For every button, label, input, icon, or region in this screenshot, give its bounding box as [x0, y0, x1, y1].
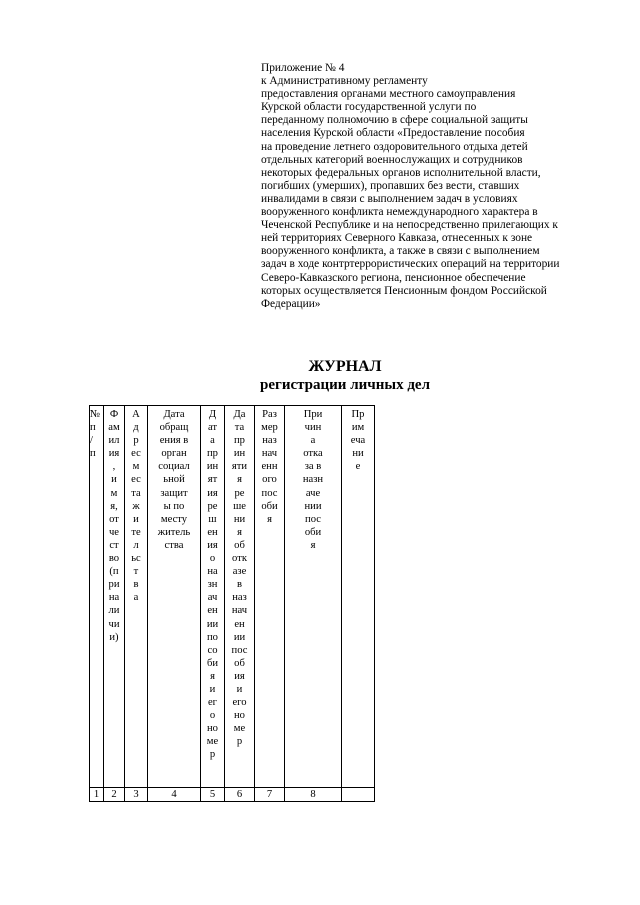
- header-text-fragment: ам: [108, 422, 120, 434]
- header-text-fragment: е: [355, 461, 361, 473]
- header-text-fragment: и: [209, 683, 216, 695]
- header-text-fragment: ш: [208, 513, 217, 525]
- header-text-fragment: ен: [207, 526, 218, 538]
- header-text-fragment: нии: [304, 500, 322, 512]
- header-text-fragment: д: [133, 422, 139, 434]
- header-text-fragment: отка: [303, 448, 323, 460]
- header-text-fragment: а: [210, 435, 215, 447]
- column-number: 2: [104, 788, 125, 802]
- appendix-header: [261, 62, 591, 311]
- appendix-line: Курской области государственной услуги по: [261, 101, 477, 114]
- header-cell-note: [342, 406, 375, 788]
- appendix-line: задач в ходе контртеррористических операций на территории: [261, 258, 560, 271]
- header-text-fragment: Да: [233, 409, 246, 420]
- header-text-fragment: А: [132, 409, 140, 420]
- column-number: 8: [285, 788, 342, 802]
- header-text-fragment: ст: [109, 539, 119, 551]
- header-text-fragment: Д: [208, 409, 217, 420]
- header-text-fragment: оби: [261, 500, 278, 512]
- header-text-fragment: а: [310, 435, 316, 447]
- header-text-fragment: обращ: [159, 422, 189, 434]
- header-text-fragment: от: [109, 513, 119, 525]
- header-text-fragment: би: [206, 657, 219, 669]
- header-text-fragment: енн: [261, 461, 278, 473]
- header-text-fragment: ес: [131, 448, 141, 460]
- table-number-row: [90, 788, 375, 802]
- header-text-fragment: л: [133, 539, 139, 551]
- header-text-fragment: месту: [160, 513, 188, 525]
- header-cell-number: [90, 406, 104, 788]
- header-text-fragment: о: [209, 710, 216, 722]
- appendix-line: ней территориях Северного Кавказа, отнесенных к зоне: [261, 232, 533, 245]
- header-text-fragment: аче: [305, 487, 321, 499]
- column-number: 6: [225, 788, 255, 802]
- header-cell-refusal-reason: [285, 406, 342, 788]
- header-text-fragment: в: [236, 579, 242, 591]
- header-text-fragment: яти: [231, 461, 248, 473]
- header-text-fragment: ения в: [159, 435, 189, 447]
- header-text-fragment: и: [111, 474, 117, 486]
- header-text-fragment: ят: [207, 474, 218, 486]
- column-number: 1: [90, 788, 104, 802]
- header-text-fragment: пр: [207, 448, 218, 460]
- header-text-fragment: п: [90, 448, 96, 460]
- header-text-fragment: р: [209, 749, 216, 761]
- header-text-fragment: ства: [164, 539, 184, 551]
- header-text-fragment: ии: [233, 631, 246, 643]
- header-text-fragment: ьной: [163, 474, 185, 486]
- header-text-fragment: /: [90, 435, 93, 447]
- header-text-fragment: ил: [108, 435, 120, 447]
- header-text-fragment: я: [237, 474, 242, 486]
- header-text-fragment: т: [133, 566, 139, 578]
- header-text-fragment: ре: [207, 500, 218, 512]
- header-text-fragment: на: [108, 592, 120, 604]
- header-text-fragment: зн: [207, 579, 218, 591]
- appendix-line: Приложение № 4: [261, 62, 345, 74]
- header-text-fragment: и: [236, 683, 243, 695]
- header-text-fragment: ри: [108, 579, 120, 591]
- registration-journal-table: [89, 405, 375, 802]
- header-text-fragment: че: [108, 526, 120, 538]
- header-text-fragment: р: [133, 435, 139, 447]
- header-text-fragment: Пр: [351, 409, 365, 420]
- header-text-fragment: ше: [233, 500, 246, 512]
- header-text-fragment: пос: [261, 487, 278, 499]
- header-text-fragment: При: [303, 409, 323, 420]
- header-text-fragment: ен: [207, 605, 218, 617]
- header-cell-benefit-amount: [255, 406, 285, 788]
- header-text-fragment: ли: [108, 605, 120, 617]
- header-text-fragment: я: [237, 526, 242, 538]
- header-text-fragment: пос: [231, 644, 248, 656]
- header-text-fragment: по: [207, 631, 218, 643]
- header-cell-application-date: [148, 406, 201, 788]
- header-text-fragment: ес: [131, 474, 141, 486]
- column-number: [342, 788, 375, 802]
- header-text-fragment: ен: [234, 618, 245, 630]
- header-text-fragment: азе: [232, 566, 247, 578]
- header-text-fragment: р: [236, 736, 243, 748]
- header-text-fragment: им: [351, 422, 365, 434]
- journal-subtitle: регистрации личных дел: [260, 377, 430, 393]
- appendix-line: Федерации»: [261, 297, 321, 310]
- header-text-fragment: на: [207, 566, 218, 578]
- header-text-fragment: я: [210, 670, 215, 682]
- header-text-fragment: ия: [108, 448, 120, 460]
- header-text-fragment: я,: [110, 500, 118, 512]
- column-number: 5: [201, 788, 225, 802]
- header-text-fragment: ия: [207, 539, 218, 551]
- header-text-fragment: нач: [231, 605, 248, 617]
- header-text-fragment: ,: [112, 461, 116, 473]
- header-text-fragment: та: [131, 487, 141, 499]
- header-text-fragment: те: [131, 526, 141, 538]
- appendix-line: переданному полномочию в сфере социальной защиты: [261, 114, 528, 127]
- header-text-fragment: и): [109, 631, 119, 643]
- header-text-fragment: чи: [108, 618, 120, 630]
- header-text-fragment: ьс: [131, 553, 141, 565]
- header-text-fragment: наз: [232, 592, 247, 604]
- column-number: 3: [125, 788, 148, 802]
- header-text-fragment: ре: [234, 487, 245, 499]
- header-text-fragment: я: [267, 513, 272, 525]
- appendix-line: вооруженного конфликта, а также в связи с выполнением: [261, 245, 540, 258]
- appendix-line: отдельных категорий военнослужащих и сотрудников: [261, 153, 523, 166]
- header-text-fragment: я: [310, 539, 316, 551]
- column-number: 4: [148, 788, 201, 802]
- header-cell-refusal-decision-date: [225, 406, 255, 788]
- header-text-fragment: №: [90, 409, 101, 420]
- header-text-fragment: ат: [207, 422, 218, 434]
- header-text-fragment: наз: [262, 435, 277, 447]
- header-text-fragment: об: [234, 657, 245, 669]
- header-text-fragment: ег: [207, 697, 218, 709]
- journal-title: ЖУРНАЛ: [308, 358, 382, 375]
- header-cell-full-name: [104, 406, 125, 788]
- header-text-fragment: Раз: [262, 409, 277, 420]
- header-text-fragment: и: [133, 513, 139, 525]
- header-text-fragment: в: [133, 579, 139, 591]
- header-text-fragment: социал: [158, 461, 190, 473]
- header-text-fragment: ни: [233, 513, 246, 525]
- header-text-fragment: ия: [234, 670, 245, 682]
- header-text-fragment: ме: [206, 736, 219, 748]
- header-text-fragment: пос: [305, 513, 321, 525]
- appendix-line: некоторых федеральных органов исполнительной власти,: [261, 166, 541, 179]
- header-text-fragment: мер: [261, 422, 278, 434]
- header-text-fragment: оби: [304, 526, 322, 538]
- column-number: 7: [255, 788, 285, 802]
- header-text-fragment: ия: [207, 487, 218, 499]
- header-text-fragment: со: [207, 644, 218, 656]
- header-text-fragment: Ф: [109, 409, 119, 420]
- header-text-fragment: м: [110, 487, 118, 499]
- header-text-fragment: а: [133, 592, 139, 604]
- header-text-fragment: ин: [206, 461, 219, 473]
- appendix-line: Чеченской Республике и на непосредственно прилегающих к: [261, 219, 558, 232]
- header-text-fragment: его: [232, 697, 247, 709]
- appendix-line: Северо-Кавказского региона, пенсионное обеспечение: [261, 271, 526, 284]
- header-text-fragment: ме: [233, 723, 246, 735]
- header-text-fragment: ни: [352, 448, 364, 460]
- appendix-line: на проведение летнего оздоровительного отдыха детей: [261, 140, 528, 153]
- header-text-fragment: ин: [233, 448, 246, 460]
- header-text-fragment: отк: [232, 553, 247, 565]
- header-text-fragment: Дата: [163, 409, 185, 420]
- header-text-fragment: еча: [350, 435, 366, 447]
- header-text-fragment: житель: [157, 526, 191, 538]
- header-text-fragment: о: [209, 553, 216, 565]
- header-text-fragment: но: [207, 723, 218, 735]
- header-text-fragment: ач: [207, 592, 218, 604]
- header-text-fragment: та: [234, 422, 245, 434]
- appendix-line: к Административному регламенту: [261, 75, 428, 88]
- table-header-row: [90, 406, 375, 788]
- header-text-fragment: п: [90, 422, 96, 434]
- header-text-fragment: за в: [304, 461, 322, 473]
- header-text-fragment: ии: [206, 618, 219, 630]
- appendix-line: погибших (умерших), пропавших без вести, ставших: [261, 179, 520, 192]
- appendix-line: вооруженного конфликта немеждународного характера в: [261, 206, 538, 219]
- header-text-fragment: назн: [302, 474, 324, 486]
- appendix-line: которых осуществляется Пенсионным фондом Российской: [261, 284, 547, 297]
- header-text-fragment: защит: [160, 487, 188, 499]
- header-text-fragment: чин: [304, 422, 322, 434]
- header-text-fragment: об: [234, 539, 245, 551]
- appendix-line: предоставления органами местного самоуправления: [261, 88, 516, 101]
- header-text-fragment: нач: [261, 448, 278, 460]
- header-text-fragment: (п: [109, 566, 119, 578]
- header-cell-grant-decision-date: [201, 406, 225, 788]
- header-text-fragment: ого: [262, 474, 277, 486]
- header-text-fragment: пр: [234, 435, 245, 447]
- header-text-fragment: ж: [132, 500, 140, 512]
- appendix-line: населения Курской области «Предоставление пособия: [261, 127, 525, 140]
- appendix-line: инвалидами в связи с выполнением задач в условиях: [261, 192, 518, 205]
- header-text-fragment: во: [108, 553, 120, 565]
- header-text-fragment: орган: [161, 448, 187, 460]
- header-text-fragment: но: [234, 710, 245, 722]
- header-text-fragment: ы по: [163, 500, 185, 512]
- header-text-fragment: м: [132, 461, 140, 473]
- header-cell-address: [125, 406, 148, 788]
